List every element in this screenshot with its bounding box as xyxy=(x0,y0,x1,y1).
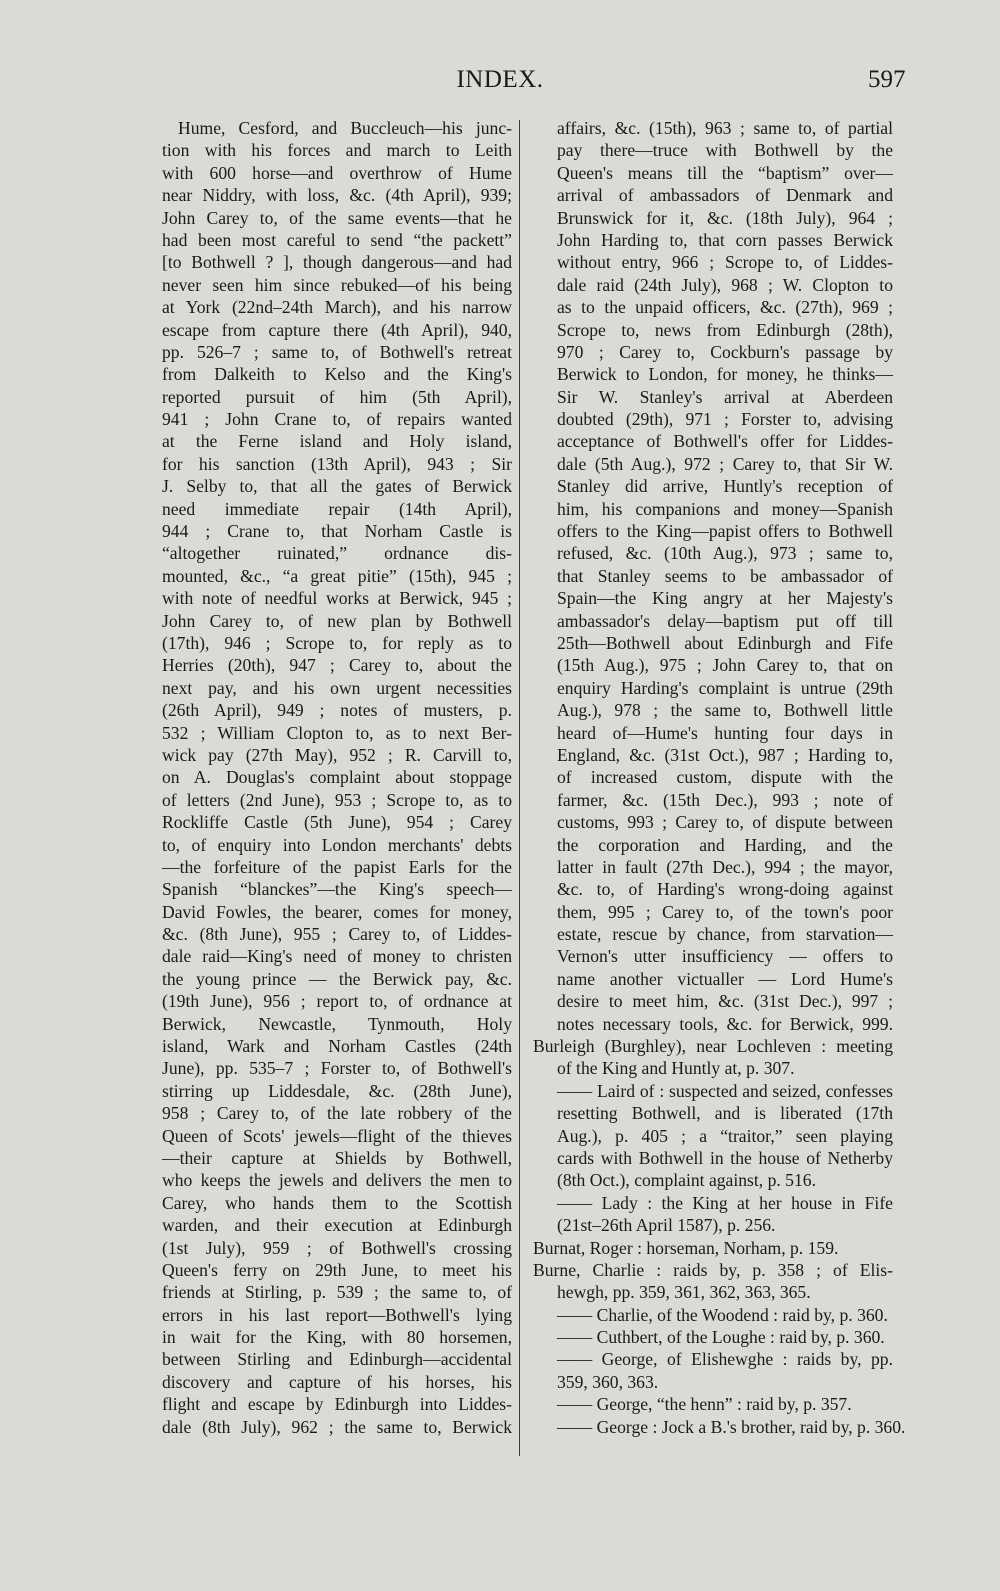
text-line: Spain—the King angry at her Majesty's xyxy=(557,588,893,609)
text-line: dale (8th July), 962 ; the same to, Berwick xyxy=(162,1416,512,1437)
text-line: offers to the King—papist offers to Bothwell xyxy=(557,521,893,542)
page-title: INDEX. xyxy=(456,66,544,93)
text-line: for his sanction (13th April), 943 ; Sir xyxy=(162,453,512,474)
text-line: Queen of Scots' jewels—flight of the thieves xyxy=(162,1125,512,1146)
text-line: doubted (29th), 971 ; Forster to, advising xyxy=(557,409,893,430)
text-line: them, 995 ; Carey to, of the town's poor xyxy=(557,901,893,922)
index-subentry: —— Laird of : suspected and seized, confesses xyxy=(557,1080,893,1101)
text-line: with note of needful works at Berwick, 945 ; xyxy=(162,588,512,609)
text-line: Sir W. Stanley's arrival at Aberdeen xyxy=(557,386,893,407)
text-line: latter in fault (27th Dec.), 994 ; the mayor, xyxy=(557,856,893,877)
text-line: (15th Aug.), 975 ; John Carey to, that on xyxy=(557,655,893,676)
text-line: J. Selby to, that all the gates of Berwick xyxy=(162,476,512,497)
text-line: dale raid (24th July), 968 ; W. Clopton to xyxy=(557,274,893,295)
index-subentry: —— George, of Elishewghe : raids by, pp. xyxy=(557,1349,893,1370)
text-line: (19th June), 956 ; report to, of ordnance at xyxy=(162,991,512,1012)
text-line: David Fowles, the bearer, comes for money, xyxy=(162,901,512,922)
text-line: 532 ; William Clopton to, as to next Ber- xyxy=(162,722,512,743)
text-line: to, of enquiry into London merchants' debts xyxy=(162,834,512,855)
text-line: warden, and their execution at Edinburgh xyxy=(162,1215,512,1236)
text-line: Spanish “blanckes”—the King's speech— xyxy=(162,879,512,900)
text-line: heard of—Hume's hunting four days in xyxy=(557,722,893,743)
text-line: &c. (8th June), 955 ; Carey to, of Liddes- xyxy=(162,924,512,945)
index-subentry: —— Lady : the King at her house in Fife xyxy=(557,1192,893,1213)
text-line: dale (5th Aug.), 972 ; Carey to, that Sir W. xyxy=(557,453,893,474)
text-line: island, Wark and Norham Castles (24th xyxy=(162,1036,512,1057)
text-line: flight and escape by Edinburgh into Liddes- xyxy=(162,1394,512,1415)
text-line: —their capture at Shields by Bothwell, xyxy=(162,1147,512,1168)
right-column xyxy=(533,117,906,1438)
text-line: Herries (20th), 947 ; Carey to, about the xyxy=(162,655,512,676)
text-line: Aug.), 978 ; the same to, Bothwell little xyxy=(557,700,893,721)
text-line: Berwick to London, for money, he thinks— xyxy=(557,364,893,385)
index-entry-heading: Burnat, Roger : horseman, Norham, p. 159. xyxy=(533,1237,839,1258)
text-line: 958 ; Carey to, of the late robbery of the xyxy=(162,1103,512,1124)
text-line: John Harding to, that corn passes Berwick xyxy=(557,229,893,250)
text-line: reported pursuit of him (5th April), xyxy=(162,386,512,407)
text-line: escape from capture there (4th April), 940, xyxy=(162,319,512,340)
text-line: notes necessary tools, &c. for Berwick, 999. xyxy=(557,1013,893,1034)
text-line: of the King and Huntly at, p. 307. xyxy=(557,1058,795,1079)
text-line: tion with his forces and march to Leith xyxy=(162,140,512,161)
text-line: (8th Oct.), complaint against, p. 516. xyxy=(557,1170,816,1191)
page-number: 597 xyxy=(868,66,906,93)
text-line: stirring up Liddesdale, &c. (28th June), xyxy=(162,1080,512,1101)
text-line: arrival of ambassadors of Denmark and xyxy=(557,185,893,206)
text-line: dale raid—King's need of money to christen xyxy=(162,946,512,967)
text-line: June), pp. 535–7 ; Forster to, of Bothwell's xyxy=(162,1058,512,1079)
text-line: him, his companions and money—Spanish xyxy=(557,498,893,519)
text-line: ambassador's delay—baptism put off till xyxy=(557,610,893,631)
column-divider xyxy=(519,120,520,1456)
text-line: need immediate repair (14th April), xyxy=(162,498,512,519)
text-line: Carey, who hands them to the Scottish xyxy=(162,1192,512,1213)
text-line: hewgh, pp. 359, 361, 362, 363, 365. xyxy=(557,1282,811,1303)
text-line: errors in his last report—Bothwell's lying xyxy=(162,1304,512,1325)
text-line: John Carey to, of the same events—that he xyxy=(162,207,512,228)
text-line: had been most careful to send “the packett” xyxy=(162,229,512,250)
text-line: the corporation and Harding, and the xyxy=(557,834,893,855)
text-line: estate, rescue by chance, from starvation— xyxy=(557,924,893,945)
text-line: pay there—truce with Bothwell by the xyxy=(557,140,893,161)
text-line: Queen's means till the “baptism” over— xyxy=(557,162,893,183)
text-line: Berwick, Newcastle, Tynmouth, Holy xyxy=(162,1013,512,1034)
text-line: resetting Bothwell, and is liberated (17th xyxy=(557,1103,893,1124)
index-subentry: —— George, “the henn” : raid by, p. 357. xyxy=(557,1394,852,1415)
text-line: (17th), 946 ; Scrope to, for reply as to xyxy=(162,632,512,653)
text-line: Aug.), p. 405 ; a “traitor,” seen playing xyxy=(557,1125,893,1146)
index-entry-heading: Burleigh (Burghley), near Lochleven : meeting xyxy=(533,1036,893,1057)
text-line: pp. 526–7 ; same to, of Bothwell's retreat xyxy=(162,341,512,362)
left-column xyxy=(162,117,512,1438)
text-line: [to Bothwell ? ], though dangerous—and had xyxy=(162,252,512,273)
text-line: enquiry Harding's complaint is untrue (29th xyxy=(557,677,893,698)
text-line: friends at Stirling, p. 539 ; the same to, of xyxy=(162,1282,512,1303)
text-line: Scrope to, news from Edinburgh (28th), xyxy=(557,319,893,340)
text-line: 25th—Bothwell about Edinburgh and Fife xyxy=(557,632,893,653)
text-line: the young prince — the Berwick pay, &c. xyxy=(162,968,512,989)
text-line: between Stirling and Edinburgh—accidental xyxy=(162,1349,512,1370)
text-line: Rockliffe Castle (5th June), 954 ; Carey xyxy=(162,812,512,833)
text-line: never seen him since rebuked—of his being xyxy=(162,274,512,295)
text-line: —the forfeiture of the papist Earls for the xyxy=(162,856,512,877)
text-line: Hume, Cesford, and Buccleuch—his junc- xyxy=(178,118,512,138)
text-line: Queen's ferry on 29th June, to meet his xyxy=(162,1259,512,1280)
text-line: Vernon's utter insufficiency — offers to xyxy=(557,946,893,967)
text-line: refused, &c. (10th Aug.), 973 ; same to, xyxy=(557,543,893,564)
text-line: next pay, and his own urgent necessities xyxy=(162,677,512,698)
text-line: at the Ferne island and Holy island, xyxy=(162,431,512,452)
text-line: as to the unpaid officers, &c. (27th), 969 ; xyxy=(557,297,893,318)
text-line: “altogether ruinated,” ordnance dis- xyxy=(162,543,512,564)
text-line: desire to meet him, &c. (31st Dec.), 997 ; xyxy=(557,991,893,1012)
text-line: wick pay (27th May), 952 ; R. Carvill to, xyxy=(162,744,512,765)
text-line: near Niddry, with loss, &c. (4th April), 939; xyxy=(162,185,512,206)
text-line: acceptance of Bothwell's offer for Liddes- xyxy=(557,431,893,452)
text-line: of letters (2nd June), 953 ; Scrope to, as to xyxy=(162,789,512,810)
text-line: name another victualler — Lord Hume's xyxy=(557,968,893,989)
text-line: Brunswick for it, &c. (18th July), 964 ; xyxy=(557,207,893,228)
text-line: at York (22nd–24th March), and his narrow xyxy=(162,297,512,318)
index-entry-heading: Burne, Charlie : raids by, p. 358 ; of Elis- xyxy=(533,1259,893,1280)
text-line: who keeps the jewels and delivers the men to xyxy=(162,1170,512,1191)
text-line: in wait for the King, with 80 horsemen, xyxy=(162,1327,512,1348)
text-line: John Carey to, of new plan by Bothwell xyxy=(162,610,512,631)
index-subentry: —— Cuthbert, of the Loughe : raid by, p. 360. xyxy=(557,1327,885,1348)
text-line: (1st July), 959 ; of Bothwell's crossing xyxy=(162,1237,512,1258)
text-line: customs, 993 ; Carey to, of dispute between xyxy=(557,812,893,833)
text-line: 359, 360, 363. xyxy=(557,1371,659,1392)
text-line: mounted, &c., “a great pitie” (15th), 945 ; xyxy=(162,565,512,586)
text-line: 970 ; Carey to, Cockburn's passage by xyxy=(557,341,893,362)
index-subentry: —— Charlie, of the Woodend : raid by, p. 360. xyxy=(557,1304,888,1325)
text-line: farmer, &c. (15th Dec.), 993 ; note of xyxy=(557,789,893,810)
index-subentry: —— George : Jock a B.'s brother, raid by, p. 360. xyxy=(557,1416,906,1437)
text-line: 944 ; Crane to, that Norham Castle is xyxy=(162,521,512,542)
text-line: with 600 horse—and overthrow of Hume xyxy=(162,162,512,183)
text-line: discovery and capture of his horses, his xyxy=(162,1371,512,1392)
text-line: Stanley did arrive, Huntly's reception of xyxy=(557,476,893,497)
text-line: from Dalkeith to Kelso and the King's xyxy=(162,364,512,385)
text-line: on A. Douglas's complaint about stoppage xyxy=(162,767,512,788)
text-line: that Stanley seems to be ambassador of xyxy=(557,565,893,586)
text-line: of increased custom, dispute with the xyxy=(557,767,893,788)
text-line: &c. to, of Harding's wrong-doing against xyxy=(557,879,893,900)
text-line: without entry, 966 ; Scrope to, of Liddes- xyxy=(557,252,893,273)
text-line: (26th April), 949 ; notes of musters, p. xyxy=(162,700,512,721)
text-line: affairs, &c. (15th), 963 ; same to, of partial xyxy=(557,118,893,138)
text-line: cards with Bothwell in the house of Netherby xyxy=(557,1147,893,1168)
text-line: (21st–26th April 1587), p. 256. xyxy=(557,1215,776,1236)
text-line: England, &c. (31st Oct.), 987 ; Harding to, xyxy=(557,744,893,765)
text-line: 941 ; John Crane to, of repairs wanted xyxy=(162,409,512,430)
